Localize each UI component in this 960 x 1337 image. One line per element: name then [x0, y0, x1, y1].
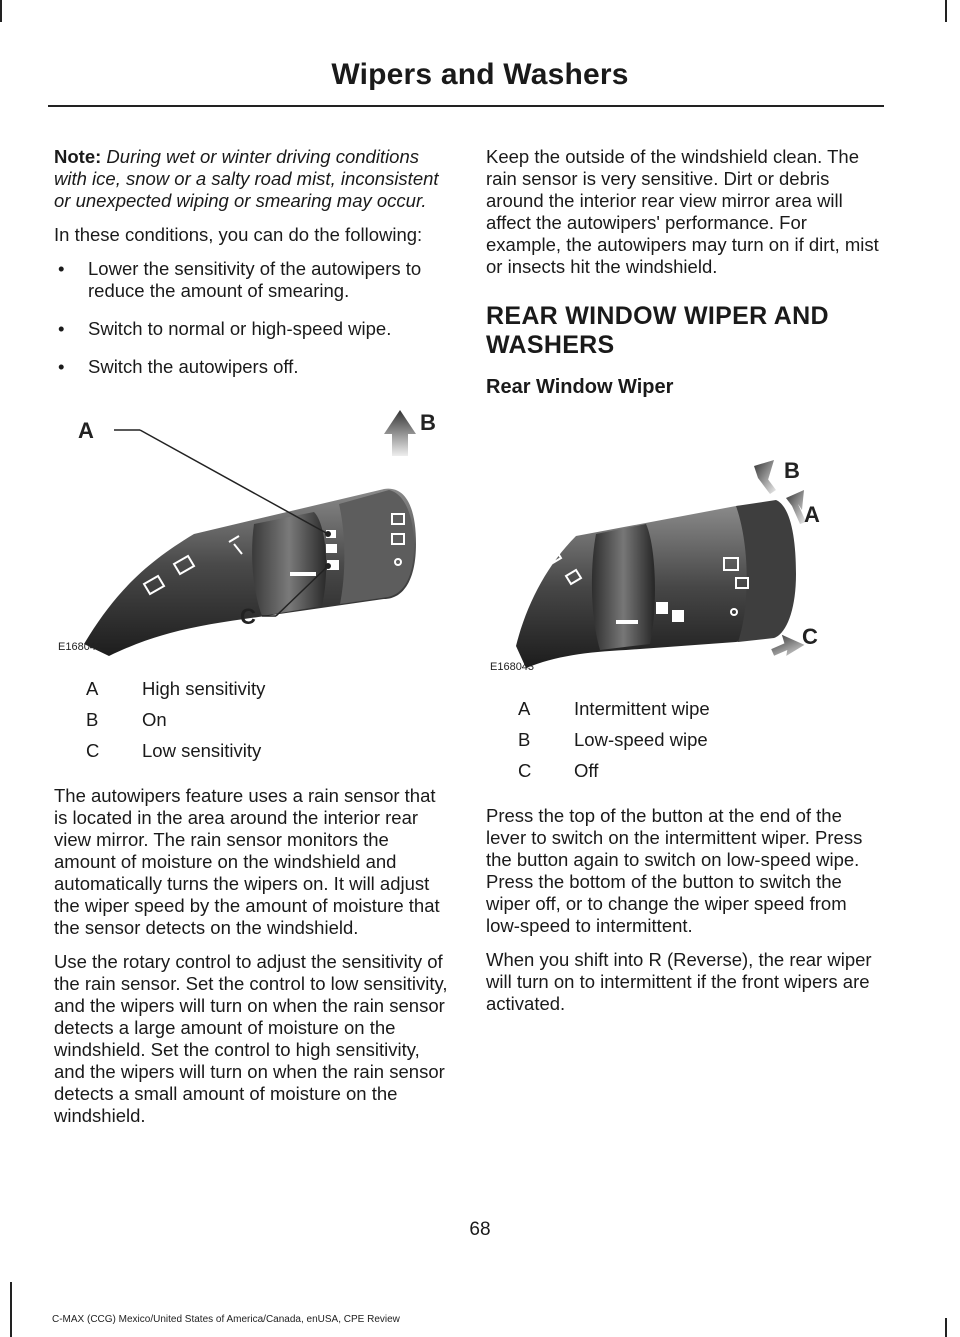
page-number: 68: [469, 1219, 491, 1240]
intro-text: In these conditions, you can do the following:: [54, 224, 423, 245]
autowiper-lever-figure: [54, 394, 450, 664]
legend-value: Intermittent wipe: [574, 698, 710, 719]
legend-key: B: [518, 729, 531, 750]
callout-b: B: [784, 458, 800, 483]
section-heading-line: REAR WINDOW WIPER AND: [486, 302, 829, 330]
legend-key: A: [86, 678, 99, 699]
rear-wiper-legend: [518, 698, 710, 791]
legend-key: B: [86, 709, 99, 730]
callout-a: A: [804, 502, 820, 527]
page-title: Wipers and Washers: [331, 58, 629, 91]
footer-text: C-MAX (CCG) Mexico/United States of America/Canada, enUSA, CPE Review: [52, 1314, 400, 1325]
table-row: [518, 698, 710, 729]
figure-code: E168043: [490, 661, 535, 673]
note-label: Note:: [54, 146, 102, 167]
legend-key: A: [518, 698, 531, 719]
lever-illustration: [486, 406, 882, 684]
figure-code: E168041: [58, 641, 103, 653]
note: [54, 146, 454, 212]
body-paragraph: Press the top of the button at the end of the lever to switch on the intermittent wiper. Press the button again to switch on low-speed wipe. Press the bottom of the button to switch the wiper off, or to change the wiper speed from low-speed to intermittent.: [486, 805, 863, 936]
body-paragraph: The autowipers feature uses a rain sensor that is located in the area around the interior rear view mirror. The rain sensor monitors the amount of moisture on the windshield and automatically turns the wipers on. It will adjust the wiper speed by the amount of moisture that the sensor detects on the windshield.: [54, 785, 440, 938]
callout-c: C: [240, 604, 256, 629]
callout-b: B: [420, 410, 436, 435]
crop-mark: [945, 0, 947, 22]
list-item: • Lower the sensitivity of the autowipers to reduce the amount of smearing.: [54, 258, 454, 302]
legend-value: On: [142, 709, 167, 730]
body-paragraph: When you shift into R (Reverse), the rear wiper will turn on to intermittent if the front wipers are activated.: [486, 949, 872, 1014]
legend-value: Low sensitivity: [142, 740, 262, 761]
crop-mark: [0, 0, 2, 22]
right-column: [486, 146, 882, 1027]
table-row: [86, 678, 265, 709]
crop-mark: [945, 1318, 947, 1337]
list-item: • Switch to normal or high-speed wipe.: [54, 318, 454, 340]
table-row: [518, 760, 710, 791]
subsection-heading: Rear Window Wiper: [486, 376, 674, 398]
table-row: [518, 729, 710, 760]
legend-value: Off: [574, 760, 599, 781]
section-heading-line: WASHERS: [486, 331, 615, 359]
crop-mark: [10, 1282, 12, 1337]
table-row: [86, 709, 265, 740]
legend-key: C: [86, 740, 100, 761]
bullet-list: [54, 258, 454, 378]
body-paragraph: Use the rotary control to adjust the sensitivity of the rain sensor. Set the control to low sensitivity, and the wipers will turn on when the rain sensor detects a large amount of moisture on the windshield. Set the control to high sensitivity, and the wipers will turn on when the rain sensor detects a small amount of moisture on the windshield.: [54, 951, 448, 1126]
body-paragraph: Keep the outside of the windshield clean. The rain sensor is very sensitive. Dirt or debris around the interior rear view mirror area will affect the autowipers' performance. For example, the autowipers may turn on if dirt, mist or insects hit the windshield.: [486, 146, 879, 277]
legend-value: Low-speed wipe: [574, 729, 708, 750]
callout-c: C: [802, 624, 818, 649]
callout-a: A: [78, 418, 94, 443]
note-text: During wet or winter driving conditions with ice, snow or a salty road mist, inconsistent or unexpected wiping or smearing may occur.: [54, 146, 439, 211]
left-column: [54, 146, 454, 1139]
list-item: • Switch the autowipers off.: [54, 356, 454, 378]
legend-value: High sensitivity: [142, 678, 266, 699]
sensitivity-legend: [86, 678, 265, 771]
rear-wiper-lever-figure: [486, 406, 882, 684]
section-heading: [486, 302, 882, 360]
lever-illustration: [54, 394, 450, 664]
header-divider: [48, 105, 884, 107]
legend-key: C: [518, 760, 532, 781]
table-row: [86, 740, 265, 771]
